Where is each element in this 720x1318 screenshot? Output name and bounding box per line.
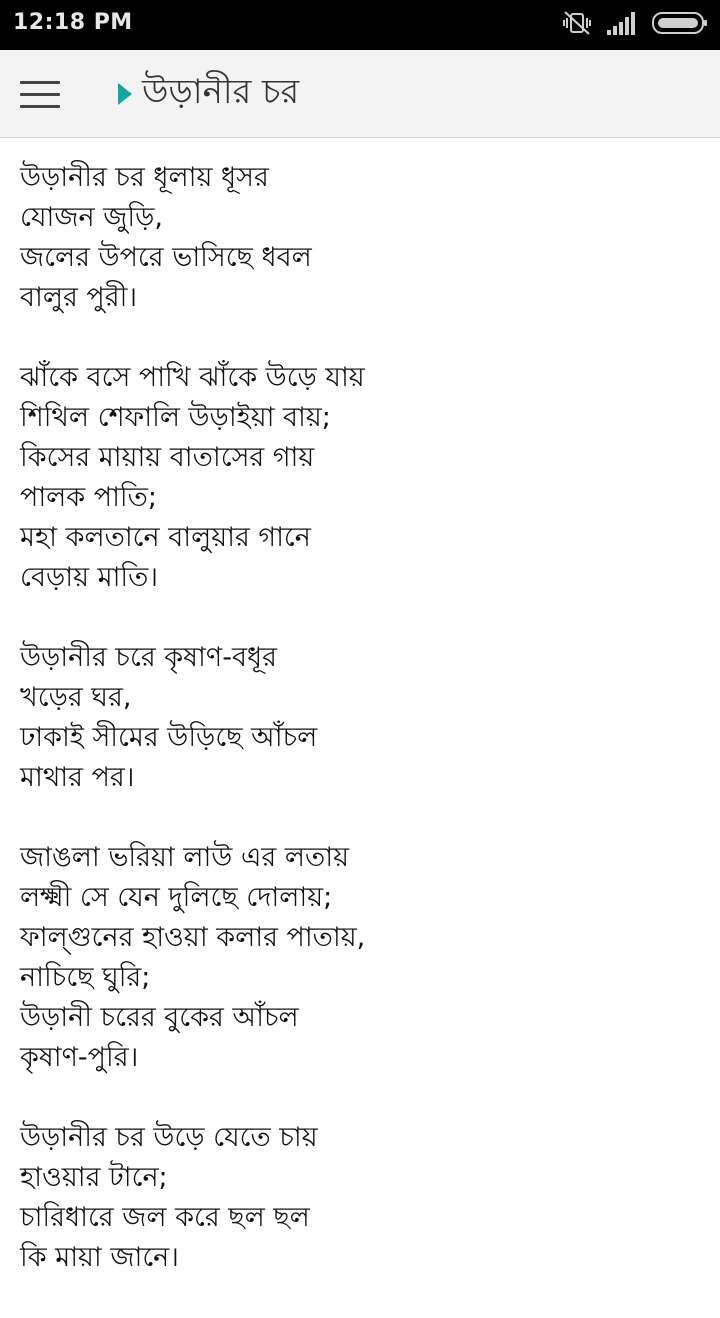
- poem-line: শিথিল শেফালি উড়াইয়া বায়;: [20, 402, 331, 433]
- poem-stanza: [20, 158, 700, 318]
- poem-line: কি মায়া জানে।: [20, 1242, 179, 1273]
- vibrate-off-icon: [562, 9, 592, 41]
- menu-bar-top: [20, 81, 60, 84]
- poem-line: ঝাঁকে বসে পাখি ঝাঁকে উড়ে যায়: [20, 362, 365, 393]
- poem-line: উড়ানীর চর ধূলায় ধূসর: [20, 162, 269, 193]
- poem-line: খড়ের ঘর,: [20, 682, 132, 713]
- play-arrow-icon: [118, 83, 132, 105]
- battery-icon: [652, 11, 708, 39]
- page-title: উড়ানীর চর: [142, 71, 300, 112]
- poem-stanza: [20, 638, 700, 798]
- poem-stanza: [20, 358, 700, 598]
- poem-line: মাথার পর।: [20, 762, 135, 793]
- poem-line: ঢাকাই সীমের উড়িছে আঁচল: [20, 722, 318, 753]
- poem-line: ফাল্গুনের হাওয়া কলার পাতায়,: [20, 922, 366, 953]
- poem-line: জাঙলা ভরিয়া লাউ এর লতায়: [20, 842, 349, 873]
- poem-line: বেড়ায় মাতি।: [20, 562, 159, 593]
- poem-content: [20, 158, 700, 1318]
- poem-line: উড়ানীর চর উড়ে যেতে চায়: [20, 1122, 318, 1153]
- poem-line: উড়ানীর চরে কৃষাণ-বধূর: [20, 642, 277, 673]
- title-wrap: [118, 70, 299, 118]
- poem-line: মহা কলতানে বালুয়ার গানে: [20, 522, 311, 553]
- poem-line: যোজন জুড়ি,: [20, 202, 163, 233]
- poem-stanza: [20, 1118, 700, 1278]
- poem-line: চারিধারে জল করে ছল ছল: [20, 1202, 310, 1233]
- menu-bar-bottom: [20, 105, 60, 108]
- poem-line: কৃষাণ-পুরি।: [20, 1042, 139, 1073]
- poem-line: উড়ানী চরের বুকের আঁচল: [20, 1002, 299, 1033]
- status-icons: [562, 9, 708, 41]
- status-bar: [0, 0, 720, 50]
- poem-line: নাচিছে ঘুরি;: [20, 962, 151, 993]
- poem-line: হাওয়ার টানে;: [20, 1162, 168, 1193]
- poem-line: জলের উপরে ভাসিছে ধবল: [20, 242, 312, 273]
- poem-line: পালক পাতি;: [20, 482, 157, 513]
- status-time: 12:18 PM: [13, 10, 133, 35]
- poem-line: লক্ষ্মী সে যেন দুলিছে দোলায়;: [20, 882, 333, 913]
- poem-line: বালুর পুরী।: [20, 282, 137, 313]
- signal-icon: [606, 10, 638, 40]
- app-bar: [0, 50, 720, 138]
- menu-bar-middle: [20, 93, 60, 96]
- poem-stanza: [20, 838, 700, 1078]
- poem-line: কিসের মায়ায় বাতাসের গায়: [20, 442, 315, 473]
- hamburger-menu-icon[interactable]: [12, 70, 68, 118]
